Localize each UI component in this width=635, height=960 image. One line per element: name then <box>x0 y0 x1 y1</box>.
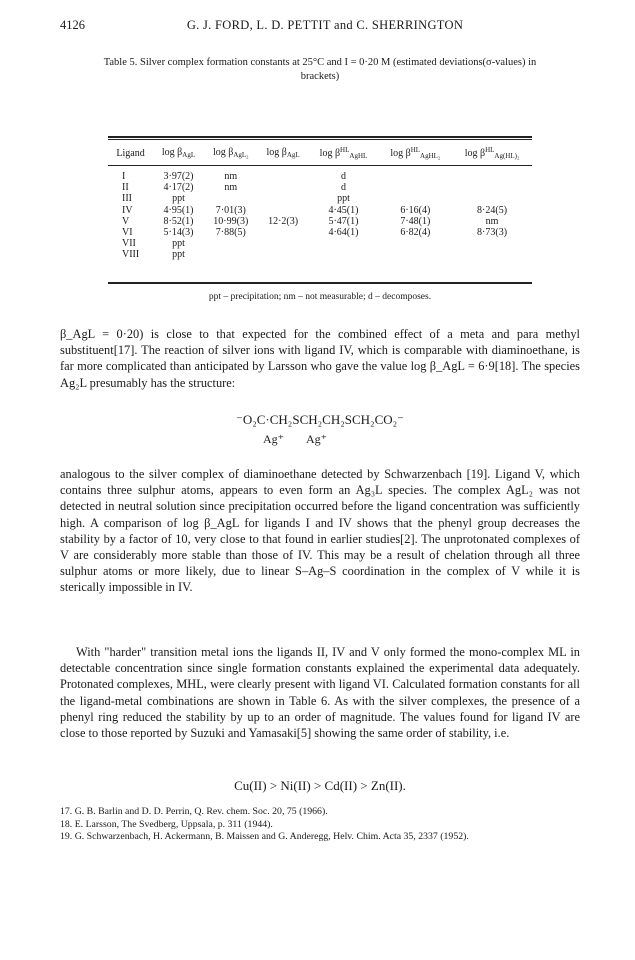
value-cell: 10·99(3) <box>213 215 249 227</box>
value-cell <box>452 182 532 193</box>
ligand-cell: II <box>122 182 129 194</box>
col-header-log-beta-agl: $\log \beta_{AgL}$ <box>161 147 196 159</box>
value-cell <box>258 182 309 193</box>
ligand-cell: V <box>122 215 130 227</box>
table-row <box>108 249 532 260</box>
value-cell <box>258 238 309 249</box>
table-header-row <box>108 142 532 164</box>
ligand-cell: III <box>122 193 132 205</box>
page-number: 4126 <box>60 18 85 32</box>
table-top-rule-inner <box>108 139 532 140</box>
formula-main: ⁻O₂C·CH₂SCH₂CH₂SCH₂CO₂⁻ <box>235 412 405 427</box>
structure-formula <box>60 412 580 447</box>
value-cell: 4·95(1) <box>163 204 194 216</box>
table-row <box>108 227 532 238</box>
table-row <box>108 171 532 182</box>
table-row <box>108 205 532 216</box>
ligand-cell: VIII <box>122 249 140 261</box>
value-cell <box>258 205 309 216</box>
table-top-rule <box>108 136 532 138</box>
value-cell: 8·73(3) <box>477 227 508 239</box>
value-cell: 4·17(2) <box>163 182 194 194</box>
paragraph-2 <box>60 466 580 596</box>
table-row <box>108 238 532 249</box>
value-cell: 6·82(4) <box>400 227 431 239</box>
formula-silver-ion-2: Ag⁺ <box>306 432 327 446</box>
value-cell: 8·24(5) <box>477 204 508 216</box>
value-cell <box>308 249 378 260</box>
running-header <box>60 18 590 38</box>
value-cell <box>379 238 453 249</box>
col-header-ligand: Ligand <box>116 147 145 159</box>
value-cell <box>258 249 309 260</box>
value-cell: 7·48(1) <box>400 215 431 227</box>
value-cell: nm <box>485 215 499 227</box>
paragraph-1-text: β_AgL = 0·20) is close to that expected for the combined effect of a meta and para methyl substituent[17]. The reaction of silver ions with ligand IV, which is comparable with diaminoethane, is far more complicated than anticipated by Larsson who gave the value log β_AgL = 6·9[18]. The species Ag₂L presumably has the structure: <box>60 327 580 390</box>
value-cell: nm <box>224 182 238 194</box>
silver-constants-table <box>108 142 532 261</box>
value-cell: ppt <box>172 193 185 205</box>
paragraph-2-text: analogous to the silver complex of diaminoethane detected by Schwarzenbach [19]. Ligand V, which contains three sulphur atoms, appears to even form an Ag₃L species. The complex AgL₂ was not detected in neutral solution since precipitation occurred before the ligand concentration was sufficiently high. A comparison of log β_AgL for ligands I and IV shows that the phenyl group decreases the stability by a factor of 10, very close to that found in earlier studies[2]. The unprotonated complexes of V are considerably more stable than those of IV. This may be a result of chelation through all three sulphur atoms or more likely, due to linear S–Ag–S coordination in the complex of V while it is sterically impossible in IV. <box>60 467 580 595</box>
value-cell: 8·52(1) <box>163 215 194 227</box>
value-cell <box>452 238 532 249</box>
value-cell: 4·64(1) <box>328 227 359 239</box>
value-cell: 6·16(4) <box>400 204 431 216</box>
value-cell: ppt <box>172 249 185 261</box>
value-cell <box>204 193 258 204</box>
col-header-log-beta-aghl: $\log \beta^{HL}_{AgHL}$ <box>319 146 368 160</box>
value-cell <box>379 193 453 204</box>
value-cell: 7·88(5) <box>215 227 246 239</box>
reference-19: 19. G. Schwarzenbach, H. Ackermann, B. Maissen and G. Anderegg, Helv. Chim. Acta 35, 2337 (1952). <box>60 831 469 842</box>
value-cell: 4·45(1) <box>328 204 359 216</box>
ligand-cell: I <box>122 171 126 182</box>
table-header-rule <box>108 165 532 166</box>
reference-18: 18. E. Larsson, The Svedberg, Uppsala, p. 311 (1944). <box>60 818 273 830</box>
stability-series: Cu(II) > Ni(II) > Cd(II) > Zn(II). <box>234 778 406 793</box>
value-cell <box>308 238 378 249</box>
value-cell: nm <box>224 171 238 182</box>
value-cell: ppt <box>172 238 185 250</box>
paragraph-1 <box>60 326 580 391</box>
value-cell <box>258 171 309 182</box>
formula-silver-ion-1: Ag⁺ <box>263 432 284 446</box>
col-header-log-beta-agl2: $\log \beta_{AgL_2}$ <box>212 147 249 159</box>
value-cell <box>379 171 453 182</box>
table-row <box>108 216 532 227</box>
table-bottom-rule <box>108 282 532 284</box>
value-cell <box>258 227 309 238</box>
col-header-log-beta-ag-hl-2: $\log \beta^{HL}_{Ag(HL)_2}$ <box>464 146 520 160</box>
value-cell: 5·47(1) <box>328 215 359 227</box>
ligand-cell: IV <box>122 204 133 216</box>
table-row <box>108 193 532 204</box>
value-cell <box>258 193 309 204</box>
references <box>60 806 580 844</box>
value-cell: ppt <box>337 193 350 205</box>
table-footnote: ppt – precipitation; nm – not measurable; d – decomposes. <box>208 292 432 302</box>
value-cell: d <box>340 182 346 194</box>
paragraph-3 <box>60 644 580 741</box>
value-cell <box>452 249 532 260</box>
col-header-log-beta-aghl2: $\log \beta^{HL}_{AgHL_2}$ <box>390 146 441 160</box>
value-cell <box>379 249 453 260</box>
value-cell: 3·97(2) <box>163 171 194 182</box>
ligand-cell: VI <box>122 227 133 239</box>
value-cell: 12·2(3) <box>268 215 299 227</box>
reference-17: 17. G. B. Barlin and D. D. Perrin, Q. Rev. chem. Soc. 20, 75 (1966). <box>60 806 328 817</box>
col-header-log-beta-ag2l: $\log \beta_{AgL}$ <box>266 147 300 159</box>
value-cell: d <box>340 171 346 182</box>
value-cell <box>452 171 532 182</box>
value-cell <box>204 238 258 249</box>
value-cell: 5·14(3) <box>163 227 194 239</box>
table-body <box>108 164 532 261</box>
ligand-cell: VII <box>122 238 136 250</box>
value-cell: 7·01(3) <box>215 204 246 216</box>
value-cell <box>204 249 258 260</box>
value-cell <box>379 182 453 193</box>
table-row <box>108 182 532 193</box>
running-header-authors: G. J. FORD, L. D. PETTIT and C. SHERRINGTON <box>186 18 464 32</box>
table-caption: Table 5. Silver complex formation constants at 25°C and I = 0·20 M (estimated deviations(σ-values) in brackets) <box>103 57 537 82</box>
paragraph-3-text: With "harder" transition metal ions the ligands II, IV and V only formed the mono-complex ML in detectable concentration since single formation constants explained the experimental data adequately. Protonated complexes, MHL, were clearly present with ligand VI. Calculated formation constants for all the ligand-metal combinations are shown in Table 6. As with the silver complexes, the presence of a phenyl ring reduced the stability by up to an order of magnitude. The values found for ligand IV are close to those reported by Suzuki and Yamasaki[5] showing the same order of stability, i.e. <box>60 645 580 741</box>
value-cell <box>452 193 532 204</box>
